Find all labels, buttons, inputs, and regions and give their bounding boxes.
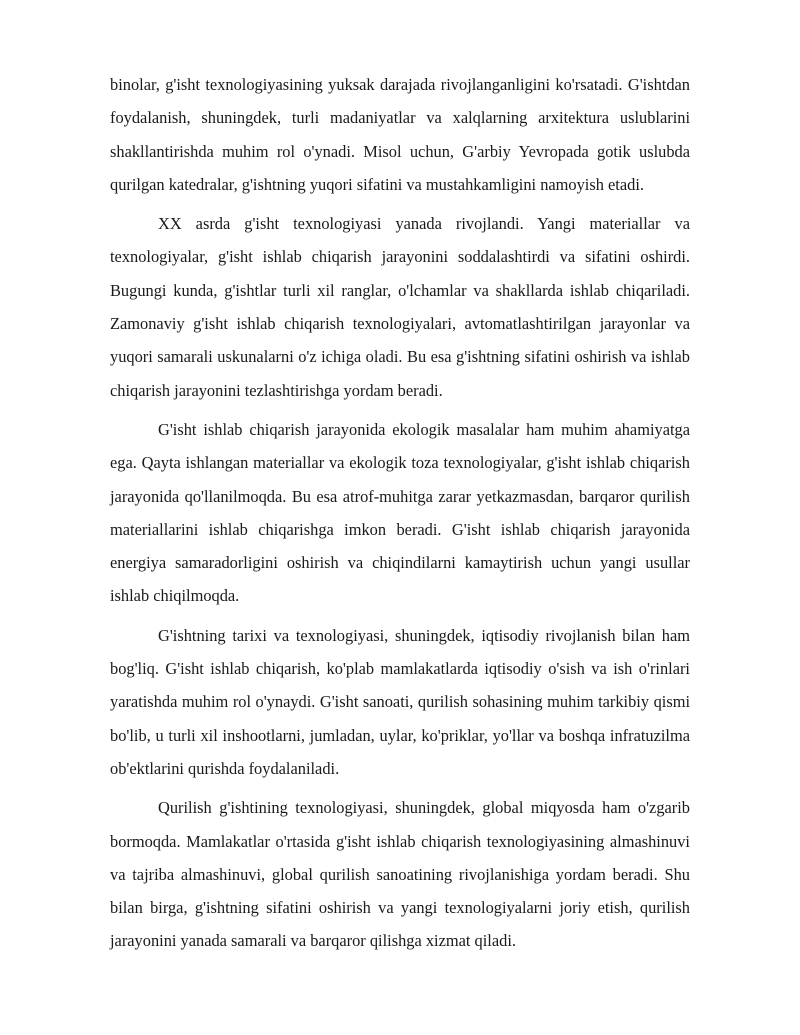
paragraph-20th-century: XX asrda g'isht texnologiyasi yanada rivojlandi. Yangi materiallar va texnologiyalar, g'isht ishlab chiqarish jarayonini soddalashtirdi va sifatini oshirdi. Bugungi kunda, g'ishtlar turli xil ranglar, o'lchamlar va shakllarda ishlab chiqariladi. Zamonaviy g'isht ishlab chiqarish texnologiyalari, avtomatlashtirilgan jarayonlar va yuqori samarali uskunalarni o'z ichiga oladi. Bu esa g'ishtning sifatini oshirish va ishlab chiqarish jarayonini tezlashtirishga yordam beradi.	[110, 214, 690, 400]
paragraph-continuation: binolar, g'isht texnologiyasining yuksak darajada rivojlanganligini ko'rsatadi. G'ishtdan foydalanish, shuningdek, turli madaniyatlar va xalqlarning arxitektura uslublarini shakllantirishda muhim rol o'ynadi. Misol uchun, G'arbiy Yevropada gotik uslubda qurilgan katedralar, g'ishtning yuqori sifatini va mustahkamligini namoyish etadi.	[110, 75, 690, 194]
paragraph-ecology: G'isht ishlab chiqarish jarayonida ekologik masalalar ham muhim ahamiyatga ega. Qayta ishlangan materiallar va ekologik toza texnologiyalar, g'isht ishlab chiqarish jarayonida qo'llanilmoqda. Bu esa atrof-muhitga zarar yetkazmasdan, barqaror qurilish materiallarini ishlab chiqarishga imkon beradi. G'isht ishlab chiqarish jarayonida energiya samaradorligini oshirish va chiqindilarni kamaytirish uchun yangi usullar ishlab chiqilmoqda.	[110, 419, 690, 606]
paragraph-global: Qurilish g'ishtining texnologiyasi, shuningdek, global miqyosda ham o'zgarib bormoqda. Mamlakatlar o'rtasida g'isht ishlab chiqarish texnologiyasining almashinuvi va tajriba almashinuvi, global qurilish sanoatining rivojlanishiga yordam beradi. Shu bilan birga, g'ishtning sifatini oshirish va yangi texnologiyalarni joriy etish, qurilish jarayonini yanada samarali va barqaror qilishga xizmat qiladi.	[110, 798, 690, 951]
document-page	[110, 68, 690, 964]
paragraph-economy: G'ishtning tarixi va texnologiyasi, shuningdek, iqtisodiy rivojlanish bilan ham bog'liq. G'isht ishlab chiqarish, ko'plab mamlakatlarda iqtisodiy o'sish va ish o'rinlari yaratishda muhim rol o'ynaydi. G'isht sanoati, qurilish sohasining muhim tarkibiy qismi bo'lib, u turli xil inshootlarni, jumladan, uylar, ko'priklar, yo'llar va boshqa infratuzilma ob'ektlarini qurishda foydalaniladi.	[110, 625, 690, 778]
